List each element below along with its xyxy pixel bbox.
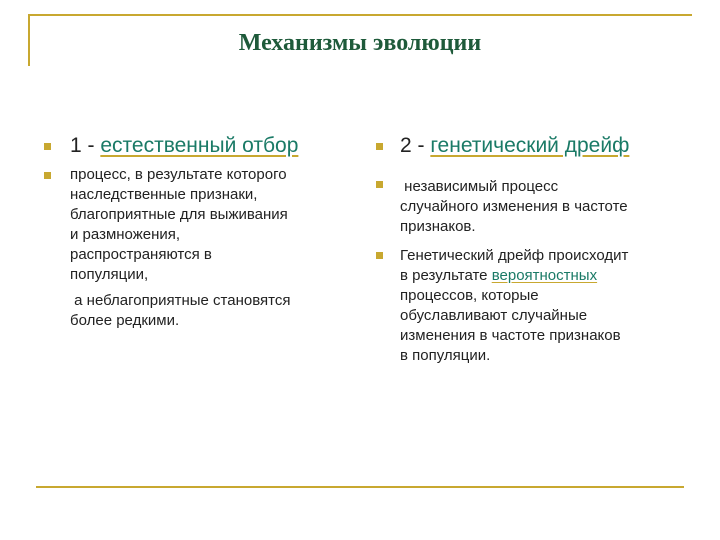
right-heading-prefix: 2 - — [400, 134, 431, 157]
text-line: изменения в частоте признаков — [400, 327, 621, 344]
probabilistic-link[interactable]: вероятностных — [491, 267, 598, 284]
genetic-drift-explanation — [400, 246, 700, 366]
text-line: признаков. — [400, 218, 476, 235]
natural-selection-link[interactable]: естественный отбор — [100, 134, 299, 157]
text-line: в популяции. — [400, 347, 491, 364]
text-line: популяции, — [70, 266, 149, 283]
left-heading-prefix: 1 - — [70, 134, 101, 157]
text-line — [400, 266, 700, 286]
bullet-icon — [376, 252, 383, 259]
right-heading — [400, 134, 629, 158]
text-line: процесс, в результате которого — [70, 166, 287, 183]
text-line: и размножения, — [70, 226, 181, 243]
text-line: благоприятные для выживания — [70, 206, 288, 223]
top-divider — [28, 14, 692, 16]
text-line: независимый процесс — [400, 178, 559, 195]
bullet-icon — [44, 172, 51, 179]
bullet-icon — [376, 143, 383, 150]
bullet-icon — [44, 143, 51, 150]
slide-title: Механизмы эволюции — [238, 30, 482, 56]
text-fragment: в результате — [400, 267, 492, 284]
bottom-divider — [36, 486, 684, 488]
left-heading — [70, 134, 298, 158]
genetic-drift-definition — [400, 177, 700, 237]
text-line: распространяются в — [70, 246, 212, 263]
text-line: более редкими. — [70, 312, 180, 329]
text-line: а неблагоприятные становятся — [70, 292, 291, 309]
bullet-icon — [376, 181, 383, 188]
text-line: наследственные признаки, — [70, 186, 258, 203]
text-line: процессов, которые — [400, 287, 539, 304]
natural-selection-definition — [70, 165, 360, 331]
genetic-drift-link[interactable]: генетический дрейф — [430, 134, 630, 157]
text-line: обуславливают случайные — [400, 307, 588, 324]
text-line: случайного изменения в частоте — [400, 198, 628, 215]
text-line: Генетический дрейф происходит — [400, 247, 629, 264]
